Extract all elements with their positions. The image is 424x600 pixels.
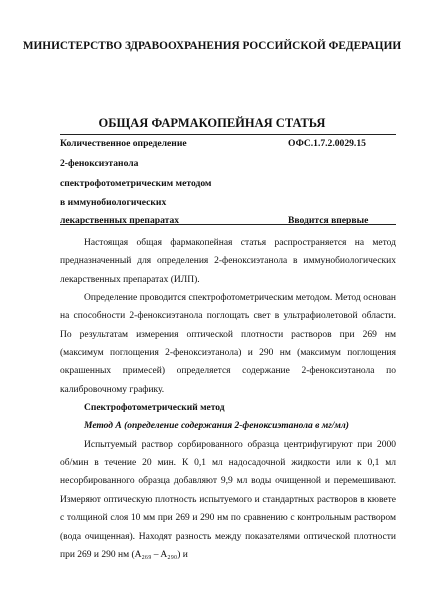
ministry-header: МИНИСТЕРСТВО ЗДРАВООХРАНЕНИЯ РОССИЙСКОЙ ФЕДЕРАЦИИ [22,40,402,52]
divider-top [60,134,396,135]
article-code: ОФС.1.7.2.0029.15 [288,138,366,149]
article-title-line: 2-феноксиэтанола [60,158,139,169]
article-body [60,234,396,564]
article-title-line: Количественное определение [60,138,187,149]
section-heading: Спектрофотометрический метод [84,403,225,414]
article-status: Вводится впервые [288,215,369,226]
divider-bottom [60,224,396,225]
paragraph-method-principle: Определение проводится спектрофотометрическим методом. Метод основан на способности 2-феноксиэтанола поглощать свет в ультрафиолетовой области. По результатам измерения оптической плотности растворов при 269 нм (максимум поглощения 2-феноксиэтанола) и 290 нм (максимум поглощения окрашенных примесей) определяется содержание 2-феноксиэтанола по калибровочному графику. [60,293,396,395]
article-title-line: в иммунобиологических [60,197,167,208]
paragraph-scope: Настоящая общая фармакопейная статья распространяется на метод предназначенный для определения 2-феноксиэтанола в иммунобиологических лекарственных препаратах (ИЛП). [60,238,396,285]
article-title-line: лекарственных препаратах [60,215,180,226]
paragraph-procedure: Испытуемый раствор сорбированного образца центрифугируют при 2000 об/мин в течение 20 мин. К 0,1 мл надосадочной жидкости или к 0,1 мл несорбированного образца добавляют 9,9 мл воды очищенной и перемешивают. Измеряют оптическую плотность испытуемого и стандартных растворов в кювете с толщиной слоя 10 мм при 269 и 290 нм по сравнению с контрольным раствором (вода очищенная). Находят разность между показателями оптической плотности при 269 и 290 нм (A₂₆₉ – A₂₉₀) и [60,439,396,560]
document-type-title: ОБЩАЯ ФАРМАКОПЕЙНАЯ СТАТЬЯ [98,116,326,130]
article-title-line: спектрофотометрическим методом [60,178,212,189]
method-a-heading: Метод А (определение содержания 2-феноксиэтанола в мг/мл) [84,421,349,432]
